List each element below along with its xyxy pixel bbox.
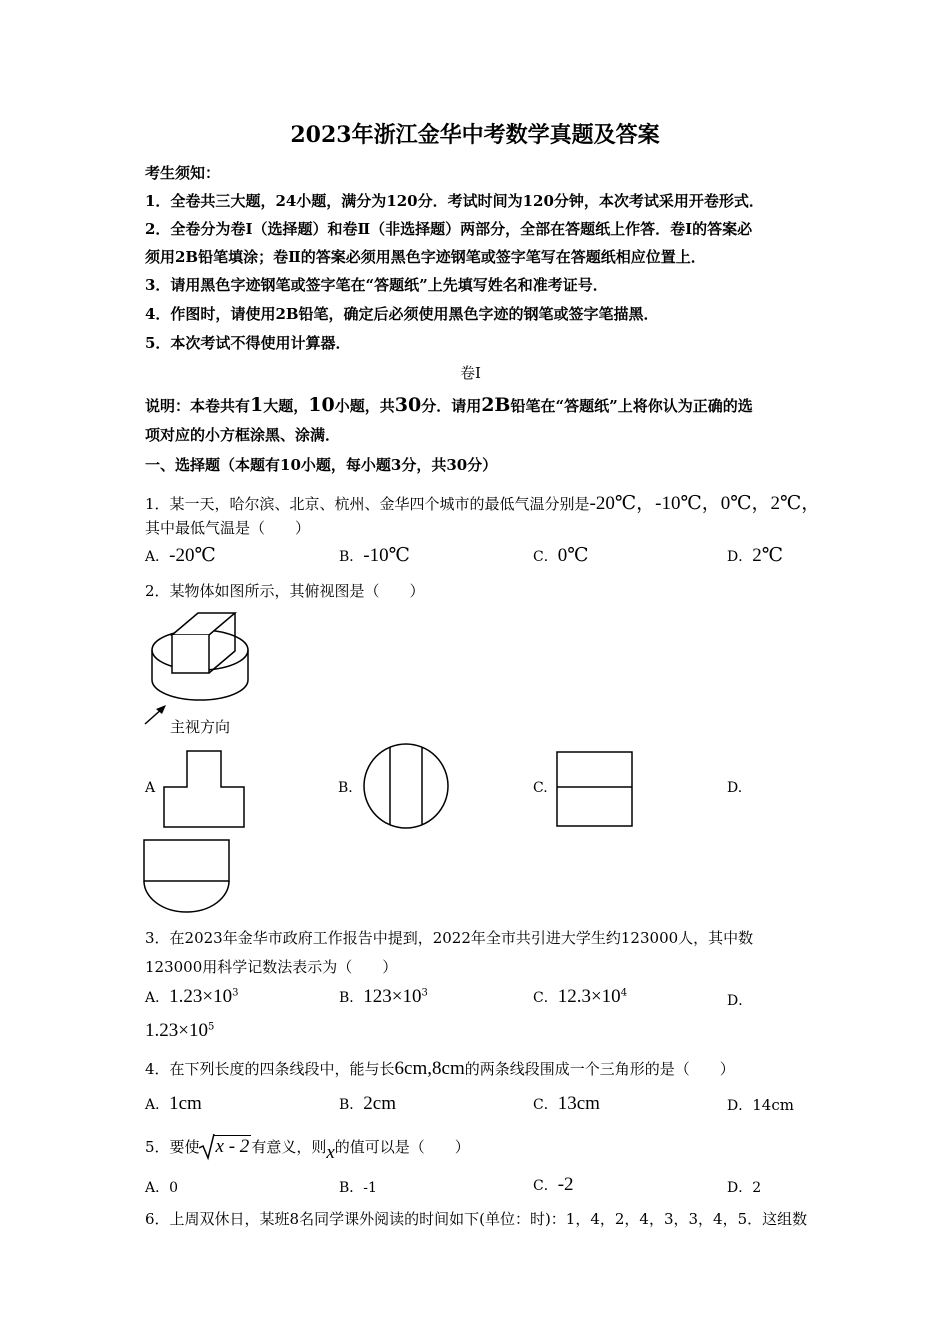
q2-option-a-label: A — [145, 780, 156, 796]
section-description-line2: 项对应的小方框涂黑、涂满． — [145, 426, 341, 444]
part-heading: 一、选择题（本题有10小题，每小题3分，共30分） — [145, 456, 498, 474]
q5-option-b: B．-1 — [339, 1180, 377, 1196]
q3-option-d: $1.23\times 10^5$ — [145, 1020, 215, 1041]
notice-item: 须用2B铅笔填涂；卷Ⅱ的答案必须用黑色字迹钢笔或签字笔写在答题纸相应位置上． — [145, 248, 706, 266]
q4-option-a: A．1cm — [145, 1093, 202, 1114]
q3-option-a: A．$1.23\times 10^3$ — [145, 986, 239, 1007]
q1-option-b: B．-10℃ — [339, 545, 410, 566]
q1-option-a: A．-20℃ — [145, 545, 216, 566]
q5-option-c: C．-2 — [533, 1174, 574, 1195]
question-6: 6．上周双休日，某班8名同学课外阅读的时间如下(单位：时)：1，4，2，4，3，3，4，5．这组数 — [145, 1210, 808, 1228]
q1-option-d: D．2℃ — [727, 545, 783, 566]
notice-item: 3．请用黑色字迹钢笔或签字笔在“答题纸”上先填写姓名和准考证号． — [145, 276, 608, 294]
q2-option-c-figure — [556, 751, 634, 828]
q5-option-a: A．0 — [145, 1180, 179, 1196]
notice-item: 5．本次考试不得使用计算器． — [145, 334, 351, 352]
question-4: 4．在下列长度的四条线段中，能与长6cm,8cm的两条线段围成一个三角形的是（ ） — [145, 1058, 735, 1079]
notice-item: 1．全卷共三大题，24小题，满分为120分．考试时间为120分钟，本次考试采用开卷形式． — [145, 192, 764, 210]
section-title: 卷Ⅰ — [460, 364, 481, 382]
section-description: 说明：本卷共有1大题，10小题，共30分．请用2B铅笔在“答题纸”上将你认为正确的选 — [145, 394, 753, 416]
q2-option-d-figure — [143, 839, 231, 914]
sqrt-expression: x - 2 — [214, 1135, 252, 1157]
q2-option-b-label: B. — [338, 780, 353, 796]
question-3-line2: 123000用科学记数法表示为（ ） — [145, 958, 398, 976]
q2-option-d-label: D. — [727, 780, 743, 796]
notice-header: 考生须知： — [145, 164, 221, 182]
q3-option-c: C．$12.3\times 10^4$ — [533, 986, 628, 1007]
q5-option-d: D．2 — [727, 1180, 762, 1196]
q2-option-a-figure — [163, 750, 247, 829]
notice-item: 2．全卷分为卷Ⅰ（选择题）和卷Ⅱ（非选择题）两部分，全部在答题纸上作答．卷Ⅰ的答案必 — [145, 220, 753, 238]
question-1: 1．某一天，哈尔滨、北京、杭州、金华四个城市的最低气温分别是-20℃，-10℃，0℃，2℃， — [145, 493, 821, 514]
arrow-icon — [143, 702, 168, 726]
q3-option-d-label: D． — [727, 993, 753, 1009]
question-1-line2: 其中最低气温是（ ） — [145, 519, 311, 537]
q1-option-c: C．0℃ — [533, 545, 589, 566]
q4-option-d: D．14cm — [727, 1096, 794, 1114]
notice-item: 4．作图时，请使用2B铅笔，确定后必须使用黑色字迹的钢笔或签字笔描黑． — [145, 305, 659, 323]
q3-option-b: B．$123\times 10^3$ — [339, 986, 428, 1007]
question-5: 5．要使 x - 2 有意义，则x的值可以是（ ） — [145, 1136, 470, 1163]
question-2: 2．某物体如图所示，其俯视图是（ ） — [145, 582, 425, 600]
q2-option-c-label: C. — [533, 780, 548, 796]
q4-option-c: C．13cm — [533, 1093, 600, 1114]
question-3: 3．在2023年金华市政府工作报告中提到，2022年全市共引进大学生约123000人，其中数 — [145, 929, 754, 947]
view-direction-caption: 主视方向 — [170, 718, 231, 736]
q4-option-b: B．2cm — [339, 1093, 397, 1114]
q2-option-b-figure — [362, 742, 450, 830]
page-title: 2023年浙江金华中考数学真题及答案 — [290, 122, 660, 148]
